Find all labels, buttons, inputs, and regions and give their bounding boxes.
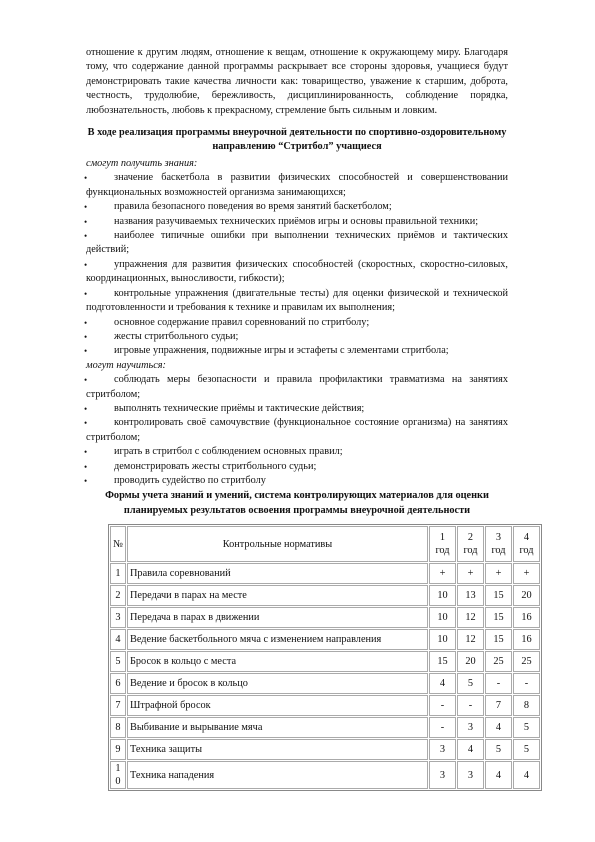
bullet-icon: •	[84, 317, 88, 328]
row-number: 7	[110, 695, 126, 716]
row-number: 2	[110, 585, 126, 606]
list-item-text: упражнения для развития физических способностей (скоростных, скоростно-силовых, координационных, выносливости, гибкости);	[86, 258, 508, 285]
bullet-icon: •	[84, 288, 88, 299]
table-row	[110, 673, 540, 694]
row-value-year-3: -	[485, 673, 512, 694]
list-item	[86, 416, 508, 445]
row-value-year-4: 8	[513, 695, 540, 716]
table-row	[110, 585, 540, 606]
list-item-text: наиболее типичные ошибки при выполнении технических приёмов и тактических действий;	[86, 230, 508, 256]
row-value-year-4: +	[513, 563, 540, 584]
list-item	[86, 171, 508, 200]
row-number: 6	[110, 673, 126, 694]
row-standard-name: Правила соревнований	[127, 563, 428, 584]
row-value-year-2: 4	[457, 739, 484, 760]
list-item-text: жесты стритбольного судьи;	[114, 330, 239, 342]
row-value-year-3: 4	[485, 761, 512, 789]
bullet-icon: •	[84, 331, 88, 342]
bullet-icon: •	[84, 231, 88, 242]
header-year-1: 1 год	[429, 526, 456, 562]
row-standard-name: Передачи в парах на месте	[127, 585, 428, 606]
table-row	[110, 717, 540, 738]
table-row	[110, 607, 540, 628]
norms-table	[108, 524, 542, 791]
list-item	[86, 330, 508, 344]
row-value-year-1: 15	[429, 651, 456, 672]
row-value-year-2: -	[457, 695, 484, 716]
row-value-year-1: 3	[429, 739, 456, 760]
list-item	[86, 316, 508, 330]
list-item-text: правила безопасного поведения во время занятий баскетболом;	[114, 201, 392, 213]
row-value-year-1: 4	[429, 673, 456, 694]
section-heading: В ходе реализация программы внеурочной деятельности по спортивно-оздоровительному направлению “Стритбол” учащиеся	[87, 127, 507, 153]
list-item-text: игровые упражнения, подвижные игры и эстафеты с элементами стритбола;	[114, 345, 449, 357]
table-row	[110, 739, 540, 760]
list-item-text: контрольные упражнения (двигательные тесты) для оценки физической и технической подготовленности и требования к технике и правилам их выполнения;	[86, 287, 508, 314]
row-number: 1	[110, 563, 126, 584]
row-number: 3	[110, 607, 126, 628]
row-value-year-3: 15	[485, 607, 512, 628]
header-standards: Контрольные нормативы	[127, 526, 428, 562]
list-item	[86, 402, 508, 416]
row-value-year-1: 10	[429, 629, 456, 650]
list-item	[86, 474, 508, 488]
row-value-year-2: 3	[457, 761, 484, 789]
list-item-text: контролировать своё самочувствие (функциональное состояние организма) на занятиях стритболом;	[86, 417, 508, 443]
row-value-year-4: 16	[513, 629, 540, 650]
row-value-year-3: 5	[485, 739, 512, 760]
header-year-3: 3 год	[485, 526, 512, 562]
row-value-year-4: 16	[513, 607, 540, 628]
row-value-year-3: 4	[485, 717, 512, 738]
row-value-year-4: -	[513, 673, 540, 694]
list-item	[86, 373, 508, 402]
row-value-year-2: 20	[457, 651, 484, 672]
header-number: №	[110, 526, 126, 562]
row-number: 4	[110, 629, 126, 650]
list-item-text: основное содержание правил соревнований по стритболу;	[114, 316, 370, 328]
bullet-icon: •	[84, 216, 88, 227]
list-item	[86, 215, 508, 229]
row-number: 9	[110, 739, 126, 760]
row-standard-name: Техника защиты	[127, 739, 428, 760]
table-header-row	[110, 526, 540, 562]
row-value-year-4: 5	[513, 739, 540, 760]
row-value-year-4: 25	[513, 651, 540, 672]
row-value-year-2: +	[457, 563, 484, 584]
list-item	[86, 287, 508, 316]
row-value-year-3: 25	[485, 651, 512, 672]
row-standard-name: Передача в парах в движении	[127, 607, 428, 628]
row-number: 5	[110, 651, 126, 672]
list-item	[86, 200, 508, 214]
row-number: 8	[110, 717, 126, 738]
row-value-year-1: 3	[429, 761, 456, 789]
bullet-icon: •	[84, 375, 88, 386]
bullet-icon: •	[84, 475, 88, 486]
row-value-year-3: +	[485, 563, 512, 584]
row-value-year-1: -	[429, 717, 456, 738]
list-item-text: соблюдать меры безопасности и правила профилактики травматизма на занятиях стритболом;	[86, 374, 508, 400]
row-standard-name: Техника нападения	[127, 761, 428, 789]
list-item-text: названия разучиваемых технических приёмов игры и основы правильной техники;	[114, 215, 479, 227]
list-item	[86, 258, 508, 287]
list-item-text: играть в стритбол с соблюдением основных правил;	[114, 446, 343, 458]
list-item-text: демонстрировать жесты стритбольного судьи;	[114, 460, 317, 472]
row-value-year-1: 10	[429, 585, 456, 606]
row-value-year-1: -	[429, 695, 456, 716]
bullet-icon: •	[84, 259, 88, 270]
row-value-year-2: 5	[457, 673, 484, 694]
bullet-icon: •	[84, 418, 88, 429]
row-value-year-1: +	[429, 563, 456, 584]
row-standard-name: Выбивание и вырывание мяча	[127, 717, 428, 738]
row-value-year-1: 10	[429, 607, 456, 628]
list-item	[86, 344, 508, 358]
bullet-icon: •	[84, 461, 88, 472]
row-value-year-4: 4	[513, 761, 540, 789]
row-number: 1 0	[110, 761, 126, 789]
list-item	[86, 460, 508, 474]
knowledge-list	[86, 171, 508, 358]
skills-list	[86, 373, 508, 488]
row-value-year-3: 15	[485, 629, 512, 650]
list-item-text: выполнять технические приёмы и тактические действия;	[114, 402, 365, 414]
row-value-year-4: 5	[513, 717, 540, 738]
row-value-year-2: 13	[457, 585, 484, 606]
row-value-year-4: 20	[513, 585, 540, 606]
skills-subheading: могут научиться:	[86, 359, 166, 371]
list-item-text: проводить судейство по стритболу	[114, 474, 266, 486]
bullet-icon: •	[84, 202, 88, 213]
table-heading: Формы учета знаний и умений, система контролирующих материалов для оценки планируемых результатов освоения программы внеурочной деятельности	[105, 490, 489, 516]
bullet-icon: •	[84, 447, 88, 458]
row-standard-name: Ведение и бросок в кольцо	[127, 673, 428, 694]
table-row	[110, 761, 540, 789]
row-value-year-2: 3	[457, 717, 484, 738]
list-item-text: значение баскетбола в развитии физических способностей и совершенствовании функциональных возможностей организма занимающихся;	[86, 172, 508, 198]
table-row	[110, 563, 540, 584]
intro-paragraph: отношение к другим людям, отношение к вещам, отношение к окружающему миру. Благодаря тому, что содержание данной программы раскрывает все стороны здоровья, учащиеся будут демонстрировать такие качества личности как: товарищество, уважение к старшим, доброта, честность, трудолюбие, бережливость, дисциплинированность, соблюдение порядка, любознательность, любовь к прекрасному, стремление быть сильным и ловким.	[86, 47, 508, 116]
row-standard-name: Бросок в кольцо с места	[127, 651, 428, 672]
row-value-year-2: 12	[457, 607, 484, 628]
row-standard-name: Ведение баскетбольного мяча с изменением направления	[127, 629, 428, 650]
header-year-4: 4 год	[513, 526, 540, 562]
table-row	[110, 651, 540, 672]
bullet-icon: •	[84, 403, 88, 414]
document-page	[84, 46, 534, 791]
row-value-year-2: 12	[457, 629, 484, 650]
table-row	[110, 695, 540, 716]
bullet-icon: •	[84, 346, 88, 357]
row-value-year-3: 7	[485, 695, 512, 716]
header-year-2: 2 год	[457, 526, 484, 562]
row-standard-name: Штрафной бросок	[127, 695, 428, 716]
row-value-year-3: 15	[485, 585, 512, 606]
knowledge-subheading: смогут получить знания:	[86, 158, 198, 170]
list-item	[86, 445, 508, 459]
bullet-icon: •	[84, 173, 88, 184]
table-row	[110, 629, 540, 650]
list-item	[86, 229, 508, 258]
